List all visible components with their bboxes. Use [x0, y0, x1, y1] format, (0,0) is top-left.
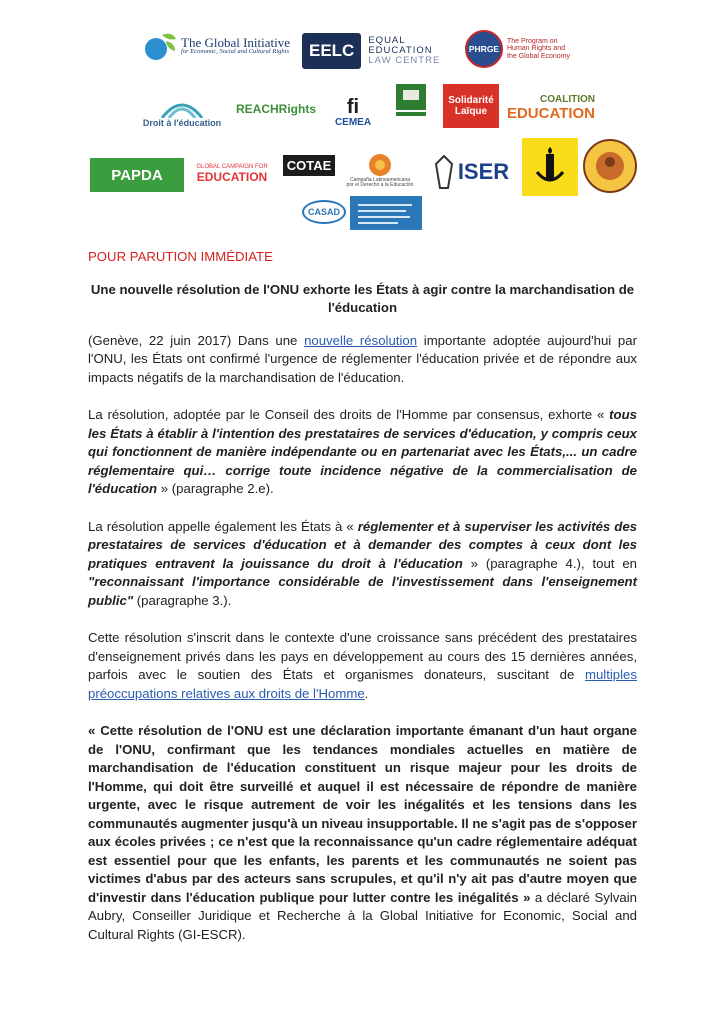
concerns-link[interactable]: multiples préoccupations relatives aux droits de l'Homme — [88, 667, 637, 701]
green-org-logo — [393, 82, 431, 120]
amnesty-logo — [522, 138, 578, 196]
paragraph-4 — [88, 629, 637, 703]
solidarite-text: Solidarité — [448, 95, 494, 106]
p4-text-a: Cette résolution s'inscrit dans le contexte d'une croissance sans précédent des prestataires d'enseignement privés dans les pays en développement au cours des 15 dernières années, parfois avec le soutien des États et organismes donateurs, suscitant de — [88, 630, 637, 682]
coalition-text: COALITION — [540, 94, 595, 105]
iser-figure-mark — [433, 154, 455, 190]
p5-attribution: a déclaré Sylvain Aubry, Conseiller Juridique et Recherche à la Global Initiative for Economic, Social and Cultural Rights (GI-ESCR). — [88, 889, 638, 942]
p3-quote-2: "reconnaissant l'importance considérable de l'investissement dans l'enseignement public" — [88, 574, 637, 608]
coalition-education-logo — [505, 88, 595, 128]
global-initiative-logo — [142, 26, 300, 66]
resolution-link[interactable]: nouvelle résolution — [304, 332, 418, 348]
reach-rights-logo — [232, 92, 320, 126]
phrge-line3: the Global Economy — [507, 52, 571, 60]
papda-logo — [90, 158, 184, 192]
eelc-logo — [302, 32, 462, 70]
eelc-line1: EQUAL — [368, 35, 406, 47]
blue-panel-logo — [350, 196, 422, 230]
global-campaign-line1: GLOBAL CAMPAIGN FOR — [196, 164, 268, 170]
p3-quote-1: réglementer et à superviser les activités des prestataires de services d'éducation et à demander des comptes à ceux dont les pratiques entravent la jouissance du droit à l'éducation — [88, 518, 637, 571]
phrge-line2: Human Rights and — [507, 45, 565, 53]
casad-text: CASAD — [302, 200, 346, 224]
casad-logo — [300, 196, 348, 228]
headline: Une nouvelle résolution de l'ONU exhorte les États à agir contre la marchandisation de l'éducation — [90, 281, 635, 315]
campana-line2: por el Derecho a la Educación — [346, 182, 414, 188]
p2-text-b: » (paragraphe 2.e). — [157, 481, 274, 496]
globe-icon — [142, 29, 178, 63]
papda-text: PAPDA — [111, 166, 163, 184]
eelc-line2: EDUCATION — [368, 45, 433, 57]
circle-emblem-mark — [582, 138, 638, 194]
iser-logo — [424, 150, 518, 194]
fi-cemea-logo — [328, 92, 378, 132]
p4-text-b: . — [364, 685, 369, 701]
campana-sun-mark — [366, 152, 394, 178]
p2-quote: tous les États à établir à l'intention des prestataires de services d'éducation, y compris ceux qui fonctionnent de manière indépendante ou en partenariat avec les États,... un cadre réglementaire qui… corrige toute incidence négative de la commercialisation de l'éducation — [88, 407, 637, 496]
iser-text: ISER — [457, 159, 510, 184]
paragraph-2 — [88, 406, 637, 499]
droit-education-logo — [132, 92, 232, 132]
candle-icon — [535, 146, 565, 188]
campana-line1: Campaña Latinoamericana — [349, 176, 411, 183]
p1-text-b: importante adoptée aujourd'hui par l'ONU, les États ont confirmé l'urgence de réglementer l'éducation privée et de répondre aux impacts négatifs de la marchandisation de l'éducation. — [88, 332, 637, 385]
droit-education-text: Droit à l'éducation — [142, 118, 222, 128]
coalition-education-text: EDUCATION — [506, 105, 595, 122]
fi-text: fi — [346, 95, 360, 118]
reach-rights-text: REACHRights — [236, 102, 316, 116]
campana-latinoamericana-logo — [340, 146, 420, 194]
global-campaign-line2: EDUCATION — [196, 170, 268, 184]
eelc-badge: EELC — [302, 33, 361, 69]
cotae-text: COTAE — [283, 155, 336, 176]
phrge-logo — [465, 28, 590, 70]
p1-text-a: (Genève, 22 juin 2017) Dans une — [88, 332, 305, 348]
solidarite-laique-logo — [443, 84, 499, 128]
cemea-text: CEMEA — [334, 116, 372, 128]
p2-text-a: La résolution, adoptée par le Conseil des droits de l'Homme par consensus, exhorte « — [88, 407, 610, 422]
droit-education-mark — [157, 96, 207, 118]
phrge-badge: PHRGE — [465, 30, 503, 68]
global-campaign-education-logo — [190, 158, 274, 190]
phrge-line1: The Program on — [507, 37, 558, 45]
global-initiative-name: The Global Initiative — [181, 34, 291, 50]
paragraph-1 — [88, 332, 637, 388]
green-org-mark — [393, 82, 431, 120]
p3-text-c: (paragraphe 3.). — [133, 592, 232, 608]
blue-panel-lines — [356, 201, 416, 225]
global-initiative-subtitle: for Economic, Social and Cultural Rights — [181, 48, 289, 56]
paragraph-5 — [88, 722, 637, 944]
release-label: POUR PARUTION IMMÉDIATE — [88, 249, 273, 264]
press-release-body — [88, 248, 637, 963]
p3-text-a: La résolution appelle également les États à « — [88, 518, 358, 534]
circle-emblem-logo — [582, 138, 638, 194]
p5-quote: « Cette résolution de l'ONU est une déclaration importante émanant d'un haut organe de l'ONU, confirmant que les tendances mondiales actuelles en matière de marchandisation de l'éducation constituent un risque majeur pour les droits de l'Homme, qui doit être surveillé et auquel il est nécessaire de répondre de manière urgente, avec le risque autrement de voir les inégalités et les tensions dans les communautés augmenter jusqu'à un niveau insupportable. Il ne s'agit pas de s'opposer aux écoles privées ; ce n'est que la reconnaissance qu'un cadre réglementaire adéquat est essentiel pour que les enfants, les parents et les communautés ne soient pas victimes d'abus par des acteurs sans scrupules, et qu'il n'y ait pas d'autre moyen que d'investir dans l'éducation publique pour lutter contre les inégalités » — [88, 723, 637, 905]
paragraph-3 — [88, 518, 637, 611]
cotae-logo — [276, 150, 342, 180]
eelc-line3: LAW CENTRE — [368, 54, 441, 66]
laique-text: Laïque — [454, 106, 488, 117]
partner-logos — [0, 0, 724, 240]
p3-text-b: » (paragraphe 4.), tout en — [462, 555, 637, 571]
